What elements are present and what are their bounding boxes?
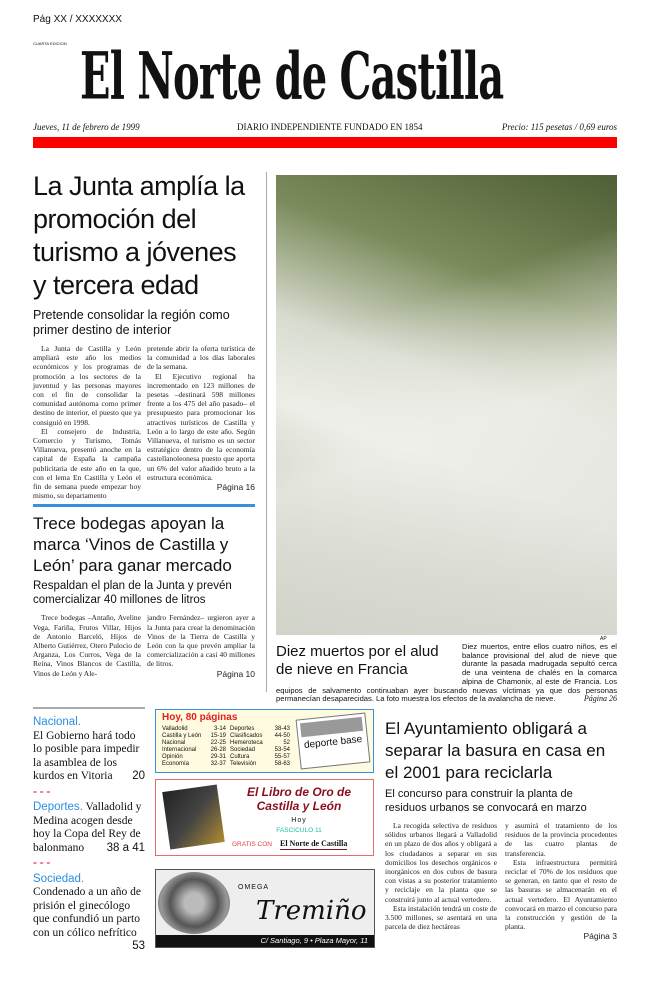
index-cell: 15-19 bbox=[210, 733, 226, 739]
photo-credit: AP bbox=[600, 636, 607, 642]
divider bbox=[33, 504, 255, 507]
photo-caption: Diez muertos, entre ellos cuatro niños, es el balance provisional del alud de nieve que durante la pasada madrugada sepultó cerca de una veintena de chalés en la comarca alpina de Chamonix, al este de Francia. Los equipos de salvamento continuaban ayer buscando nuevas víctimas ya que dos personas permanecían desaparecidas. La foto muestra los efectos de la avalancha de nieve. bbox=[276, 642, 617, 704]
lead-headline[interactable]: La Junta amplía la promoción del turismo a jóvenes y tercera edad bbox=[33, 171, 245, 300]
supplement-thumbnail[interactable]: deporte base bbox=[296, 712, 371, 769]
index-cell: Castilla y León bbox=[162, 733, 202, 739]
lead-body-col2: pretende abrir la oferta turística de la comunidad a los días laborales de la semana. El Ejecutivo regional ha incrementado en 123 millones de pesetas –destinará 598 millones frente a los 475 del año pasado– el presupuesto para promocionar los atractivos turísticos de Castilla y León a lo largo de este año. Según Villanueva, el turismo es un sector estratégico dentro de la economía castellanoleonesa puesto que aporta un 6% del valor añadido bruto a la estructura económica. Página 16 bbox=[147, 344, 255, 493]
index-cell: Clasificados bbox=[230, 733, 263, 739]
book-cover bbox=[162, 784, 225, 849]
index-cell: 26-28 bbox=[210, 747, 226, 753]
red-banner bbox=[33, 137, 617, 148]
column-rule bbox=[266, 172, 267, 692]
right-body-col2: y asumirá el tratamiento de los residuos de la provincia procedentes de las cuatro plantas de transferencia. Esta infraestructura permitirá reciclar el 70% de los residuos que se generan, en tanto que el resto de las basuras se almacenarán en el actual vertedero. El Ayuntamiento convocará en marzo el concurso para la construcción y gestión de la planta. Página 3 bbox=[505, 821, 617, 942]
index-row[interactable] bbox=[162, 726, 292, 733]
omega-logo: OMEGA bbox=[238, 884, 270, 891]
right-story bbox=[385, 718, 617, 942]
index-cell: 52 bbox=[283, 740, 290, 746]
index-cell: Televisión bbox=[230, 761, 257, 767]
promo-brand-logo: El Norte de Castilla bbox=[280, 839, 348, 848]
brief-deportes[interactable]: Deportes. Valladolid y Medina acogen desde hoy la Copa del Rey de balonmano 38 a 41 bbox=[33, 801, 145, 854]
separator-dashes: - - - bbox=[33, 857, 51, 869]
index-cell: Cultura bbox=[230, 754, 250, 760]
second-body-col2: jandro Fernández– urgieron ayer a la Junta para crear la denominación Vinos de la Tierra de Castilla y León con la que prevén ampliar la comercialización a casi 40 millones de litros. Página 10 bbox=[147, 613, 255, 679]
index-cell: Sociedad bbox=[230, 747, 256, 753]
tagline: DIARIO INDEPENDIENTE FUNDADO EN 1854 bbox=[237, 122, 423, 132]
left-column bbox=[33, 170, 255, 680]
right-body-col1: La recogida selectiva de residuos sólidos urbanos llegará a Valladolid en un plazo de dos años y obligará a los ciudadanos a separar en sus domicilios los desechos orgánicos e inorgánicos en dos cubos de basura con vistas a su posterior tratamiento y reciclaje en la planta que se construirá junto al actual vertedero. Esta instalación tendrá un coste de 3.500 millones, se asentará en una parcela de diez hectáreas bbox=[385, 821, 497, 932]
second-page-link[interactable]: Página 10 bbox=[216, 668, 255, 679]
index-cell: 55-57 bbox=[274, 754, 290, 760]
second-body bbox=[33, 613, 255, 679]
lead-body-col1: La Junta de Castilla y León ampliará este año los medios económicos y los programas de promoción a los sectores de la juventud y las personas mayores con el fin de consolidar la comunidad autónoma como primer destino de interior, el puesto que ya consiguió en 1998. El consejero de Industria, Comercio y Turismo, Tomás Villanueva, presentó anoche en la capital de España la campaña publicitaria de este año en la que, con el lema En Castilla y León el fin de semana puede empezar hoy mismo, su departamento bbox=[33, 344, 141, 501]
avalanche-photo bbox=[276, 175, 617, 635]
brief-nacional[interactable]: Nacional. El Gobierno hará todo lo posible para impedir la asamblea de los kurdos en Vitoria 20 bbox=[33, 716, 145, 782]
index-cell: 44-50 bbox=[274, 733, 290, 739]
index-cell: 58-63 bbox=[274, 761, 290, 767]
index-cell: 32-37 bbox=[210, 761, 226, 767]
edition-label: CUARTA EDICION bbox=[33, 41, 67, 46]
index-row[interactable] bbox=[162, 761, 292, 768]
briefs-column bbox=[33, 716, 145, 954]
promo-title: El Libro de Oro de Castilla y León bbox=[246, 785, 351, 813]
index-cell: 38-43 bbox=[274, 726, 290, 732]
index-row[interactable] bbox=[162, 747, 292, 754]
index-cell: Nacional bbox=[162, 740, 186, 746]
libro-oro-promo[interactable] bbox=[155, 779, 374, 856]
price: Precio: 115 pesetas / 0,69 euros bbox=[501, 122, 617, 132]
right-page-link[interactable]: Página 3 bbox=[583, 931, 617, 942]
second-subhead: Respaldan el plan de la Junta y prevén comercializar 40 millones de litros bbox=[33, 580, 232, 606]
date: Jueves, 11 de febrero de 1999 bbox=[33, 122, 140, 132]
right-body bbox=[385, 821, 617, 942]
index-cell: Economía bbox=[162, 761, 190, 767]
index-cell: Deportes bbox=[230, 726, 255, 732]
right-headline[interactable]: El Ayuntamiento obligará a separar la basura en casa en el 2001 para reciclarla bbox=[385, 719, 606, 782]
shop-address: C/ Santiago, 9 • Plaza Mayor, 11 bbox=[156, 935, 374, 947]
index-row[interactable] bbox=[162, 733, 292, 740]
index-row[interactable] bbox=[162, 740, 292, 747]
index-cell: Internacional bbox=[162, 747, 197, 753]
lead-page-link[interactable]: Página 16 bbox=[216, 482, 255, 493]
tremino-ad[interactable] bbox=[155, 869, 375, 948]
index-box bbox=[155, 709, 374, 773]
separator-dashes: - - - bbox=[33, 785, 51, 798]
second-headline[interactable]: Trece bodegas apoyan la marca ‘Vinos de Castilla y León’ para ganar mercado bbox=[33, 514, 232, 576]
lead-body bbox=[33, 344, 255, 500]
index-cell: 29-31 bbox=[210, 754, 226, 760]
divider bbox=[33, 707, 145, 709]
masthead-logo: El Norte de Castilla bbox=[80, 37, 504, 115]
shop-name: Tremiño bbox=[256, 896, 367, 926]
index-cell: Hemeroteca bbox=[230, 740, 263, 746]
index-cell: 3-14 bbox=[213, 726, 226, 732]
promo-free: GRATIS CON bbox=[232, 841, 272, 848]
index-cell: 22-25 bbox=[210, 740, 226, 746]
lead-subhead: Pretende consolidar la región como primer destino de interior bbox=[33, 308, 230, 337]
index-row[interactable] bbox=[162, 754, 292, 761]
photo-headline[interactable]: Diez muertos por el alud de nieve en Francia bbox=[276, 643, 439, 678]
brief-sociedad[interactable]: Sociedad. Condenado a un año de prisión el ginecólogo que confundió un parto con un cólico nefrítico 53 bbox=[33, 872, 145, 952]
index-cell: Opinión bbox=[162, 754, 183, 760]
photo-caption-block bbox=[276, 643, 617, 704]
promo-issue: FASCICULO 11 bbox=[276, 827, 322, 834]
right-subhead: El concurso para construir la planta de residuos urbanos se convocará en marzo bbox=[385, 788, 587, 814]
page-reference: Pág XX / XXXXXXX bbox=[33, 14, 122, 25]
index-title: Hoy, 80 páginas bbox=[162, 712, 238, 723]
second-body-col1: Trece bodegas –Antaño, Aveline Vega, Fariña, Frutos Villar, Hijos de Antonio Barceló, Hijos de Alberto Gutiérrez, Otero Pulocio de Arganza, Los Curros, Vega de la Reina, Vinos Blancos de Castilla, Vinos de León y Ale- bbox=[33, 613, 141, 678]
index-cell: 53-54 bbox=[274, 747, 290, 753]
index-cell: Valladolid bbox=[162, 726, 188, 732]
watch-image bbox=[158, 872, 230, 934]
promo-today: Hoy bbox=[291, 817, 307, 824]
photo-page-link[interactable]: Página 26 bbox=[583, 694, 617, 704]
index-table bbox=[162, 726, 292, 768]
